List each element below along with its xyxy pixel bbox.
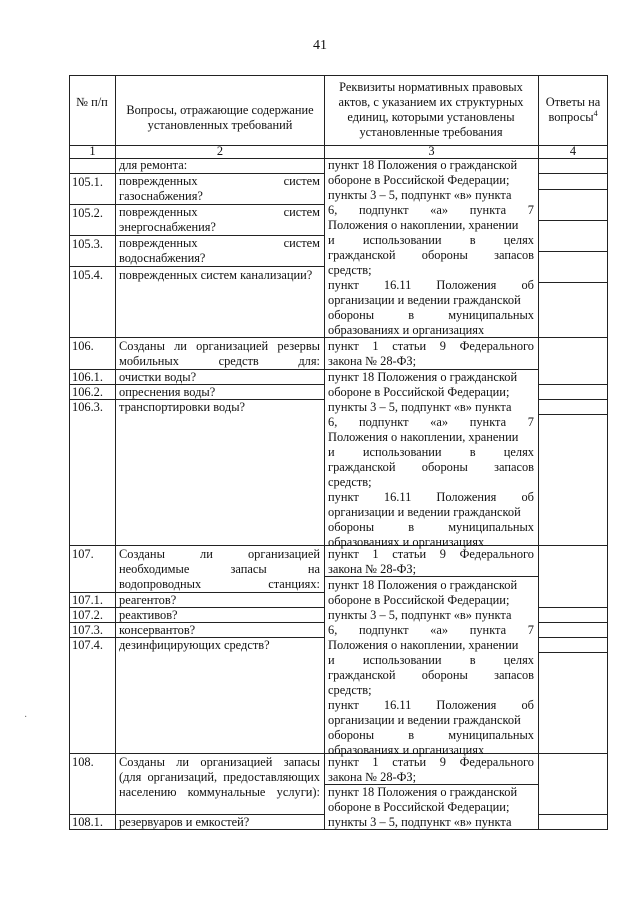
reference-block — [328, 370, 534, 550]
question-text: реагентов? — [119, 593, 177, 607]
reference-line: Положения о накоплении, хранении — [328, 638, 519, 652]
reference-line: пункт 16.11 Положения об — [328, 698, 534, 712]
row-number: 105.3. — [72, 237, 103, 251]
reference-line: средств; — [328, 263, 372, 277]
reference-line: пункт 18 Положения о гражданской — [328, 370, 518, 384]
header-number: № п/п — [76, 95, 108, 109]
row-number: 108.1. — [72, 815, 103, 829]
reference-line: пункт 1 статьи 9 Федерального — [328, 339, 534, 353]
reference-line: образованиях и организациях — [328, 743, 485, 757]
reference-block — [328, 158, 534, 338]
column-number-1: 1 — [89, 144, 96, 158]
reference-line: закона № 28-ФЗ; — [328, 562, 417, 576]
row-number: 106.2. — [72, 385, 103, 399]
reference-line: закона № 28-ФЗ; — [328, 354, 417, 368]
reference-line: пункты 3 – 5, подпункт «в» пункта — [328, 815, 512, 829]
reference-line: и использовании в целях — [328, 653, 534, 667]
question-text: Созданы ли организацией резервы мобильных средств для: — [119, 339, 320, 368]
question-text: Созданы ли организацией необходимые запасы на водопроводных станциях: — [119, 547, 320, 591]
reference-line: обороне в Российской Федерации; — [328, 593, 510, 607]
reference-line: гражданской обороны запасов — [328, 460, 534, 474]
reference-line: пункт 18 Положения о гражданской — [328, 578, 518, 592]
question-text: транспортировки воды? — [119, 400, 246, 414]
reference-line: пункты 3 – 5, подпункт «в» пункта — [328, 608, 512, 622]
row-number: 105.4. — [72, 268, 103, 282]
row-number: 107.4. — [72, 638, 103, 652]
reference-block — [328, 578, 534, 758]
reference-line: пункт 16.11 Положения об — [328, 278, 534, 292]
reference-line: пункт 1 статьи 9 Федерального — [328, 547, 534, 561]
reference-line: закона № 28-ФЗ; — [328, 770, 417, 784]
question-text: консервантов? — [119, 623, 196, 637]
reference-block — [328, 785, 534, 830]
margin-mark: · — [24, 712, 28, 723]
question-text: резервуаров и емкостей? — [119, 815, 250, 829]
question-text: поврежденных систем водоснабжения? — [119, 236, 320, 265]
reference-line: Положения о накоплении, хранении — [328, 430, 519, 444]
question-text: для ремонта: — [119, 158, 188, 172]
reference-line: пункт 16.11 Положения об — [328, 490, 534, 504]
reference-line: гражданской обороны запасов — [328, 668, 534, 682]
question-text: Созданы ли организацией запасы (для организаций, предоставляющих населению коммунальные услуги): — [119, 755, 320, 799]
header-references: Реквизиты нормативных правовых актов, с указанием их структурных единиц, которыми установлены установленные требования — [338, 80, 524, 139]
row-number: 106.1. — [72, 370, 103, 384]
reference-line: пункт 18 Положения о гражданской — [328, 785, 518, 799]
question-text: опреснения воды? — [119, 385, 216, 399]
question-text: поврежденных систем канализации? — [119, 268, 313, 282]
reference-line: образованиях и организациях — [328, 323, 485, 337]
reference-line: Положения о накоплении, хранении — [328, 218, 519, 232]
reference-block — [328, 755, 534, 785]
row-number: 106. — [72, 339, 94, 353]
row-number: 107. — [72, 547, 94, 561]
reference-line: и использовании в целях — [328, 445, 534, 459]
reference-line: обороне в Российской Федерации; — [328, 385, 510, 399]
reference-line: организации и ведении гражданской — [328, 713, 521, 727]
reference-line: организации и ведении гражданской — [328, 293, 521, 307]
reference-line: образованиях и организациях — [328, 535, 485, 549]
reference-line: обороне в Российской Федерации; — [328, 800, 510, 814]
question-text: поврежденных систем газоснабжения? — [119, 174, 320, 203]
reference-line: пункты 3 – 5, подпункт «в» пункта — [328, 400, 512, 414]
reference-line: средств; — [328, 683, 372, 697]
row-number: 105.1. — [72, 175, 103, 189]
row-number: 108. — [72, 755, 94, 769]
header-answers: Ответы на вопросы$^4$ — [545, 95, 601, 124]
reference-line: 6, подпункт «а» пункта 7 — [328, 623, 534, 637]
reference-line: пункты 3 – 5, подпункт «в» пункта — [328, 188, 512, 202]
row-number: 106.3. — [72, 400, 103, 414]
reference-line: 6, подпункт «а» пункта 7 — [328, 415, 534, 429]
question-text: дезинфицирующих средств? — [119, 638, 270, 652]
row-number: 105.2. — [72, 206, 103, 220]
reference-block — [328, 547, 534, 577]
reference-line: и использовании в целях — [328, 233, 534, 247]
reference-line: пункт 1 статьи 9 Федерального — [328, 755, 534, 769]
row-number: 107.3. — [72, 623, 103, 637]
reference-line: обороны в муниципальных — [328, 728, 534, 742]
reference-line: обороны в муниципальных — [328, 308, 534, 322]
column-number-3: 3 — [428, 144, 435, 158]
column-number-2: 2 — [216, 144, 224, 158]
reference-line: организации и ведении гражданской — [328, 505, 521, 519]
question-text: очистки воды? — [119, 370, 197, 384]
page-number: 41 — [313, 38, 327, 53]
requirements-table — [69, 75, 608, 830]
question-text: реактивов? — [119, 608, 178, 622]
reference-line: пункт 18 Положения о гражданской — [328, 158, 518, 172]
row-number: 107.1. — [72, 593, 103, 607]
column-number-4: 4 — [569, 144, 577, 158]
reference-line: гражданской обороны запасов — [328, 248, 534, 262]
reference-block — [328, 339, 534, 369]
reference-line: 6, подпункт «а» пункта 7 — [328, 203, 534, 217]
reference-line: обороны в муниципальных — [328, 520, 534, 534]
question-text: поврежденных систем энергоснабжения? — [119, 205, 320, 234]
reference-line: средств; — [328, 475, 372, 489]
row-number: 107.2. — [72, 608, 103, 622]
reference-line: обороне в Российской Федерации; — [328, 173, 510, 187]
header-questions: Вопросы, отражающие содержание установленных требований — [126, 103, 314, 132]
